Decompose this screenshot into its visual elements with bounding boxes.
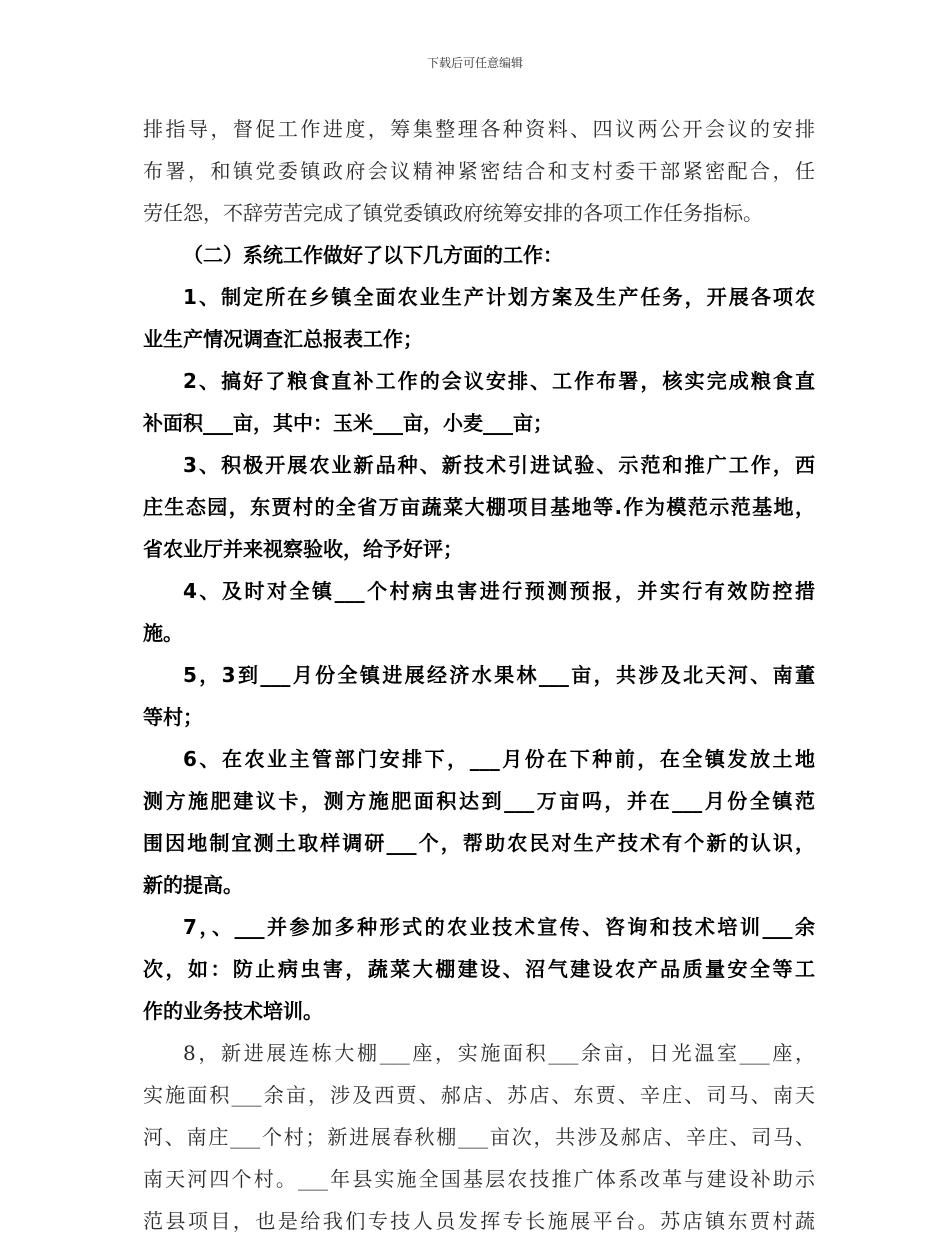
section-heading bbox=[143, 234, 815, 276]
list-item-4 bbox=[143, 570, 815, 654]
text-line: 围因地制宜测土取样调研___个，帮助农民对生产技术有个新的认识， bbox=[143, 831, 815, 855]
text-line: 省农业厅并来视察验收，给予好评； bbox=[143, 537, 463, 561]
text-line: 5，3到___月份全镇进展经济水果林___亩，共涉及北天河、南董 bbox=[183, 663, 815, 687]
text-line: （二）系统工作做好了以下几方面的工作： bbox=[183, 243, 563, 267]
page-header: 下载后可任意编辑 bbox=[426, 56, 523, 70]
list-item-5 bbox=[143, 654, 815, 738]
list-item-1 bbox=[143, 276, 815, 360]
text-line: 1、制定所在乡镇全面农业生产计划方案及生产任务，开展各项农 bbox=[183, 285, 815, 309]
text-line: 庄生态园，东贾村的全省万亩蔬菜大棚项目基地等.作为模范示范基地， bbox=[143, 495, 815, 519]
list-item-3 bbox=[143, 444, 815, 570]
text-line: 次，如：防止病虫害，蔬菜大棚建设、沼气建设农产品质量安全等工 bbox=[143, 957, 815, 981]
text-line: 河、南庄___个村；新进展春秋棚___亩次，共涉及郝店、辛庄、司马、 bbox=[143, 1125, 815, 1149]
text-line: 施。 bbox=[143, 621, 183, 645]
text-line: 范县项目，也是给我们专技人员发挥专长施展平台。苏店镇东贾村蔬 bbox=[143, 1209, 815, 1233]
list-item-2 bbox=[143, 360, 815, 444]
text-line: 布署，和镇党委镇政府会议精神紧密结合和支村委干部紧密配合，任 bbox=[143, 159, 815, 183]
text-line: 劳任怨，不辞劳苦完成了镇党委镇政府统筹安排的各项工作任务指标。 bbox=[143, 201, 763, 225]
paragraph-continuation bbox=[143, 108, 815, 234]
text-line: 业生产情况调查汇总报表工作； bbox=[143, 327, 423, 351]
document-body bbox=[143, 108, 815, 1242]
list-item-6 bbox=[143, 738, 815, 906]
text-line: 排指导，督促工作进度，筹集整理各种资料、四议两公开会议的安排 bbox=[143, 117, 815, 141]
text-line: 南天河四个村。___年县实施全国基层农技推广体系改革与建设补助示 bbox=[143, 1167, 815, 1191]
text-line: 新的提高。 bbox=[143, 873, 243, 897]
text-line: 补面积___亩，其中：玉米___亩，小麦___亩； bbox=[143, 411, 553, 435]
text-line: 2、搞好了粮食直补工作的会议安排、工作布署，核实完成粮食直 bbox=[183, 369, 815, 393]
list-item-8 bbox=[143, 1032, 815, 1242]
text-line: 等村； bbox=[143, 705, 203, 729]
text-line: 实施面积___余亩，涉及西贾、郝店、苏店、东贾、辛庄、司马、南天 bbox=[143, 1083, 815, 1107]
text-line: 作的业务技术培训。 bbox=[143, 999, 323, 1023]
text-line: 4、及时对全镇___个村病虫害进行预测预报，并实行有效防控措 bbox=[183, 579, 815, 603]
text-line: 测方施肥建议卡，测方施肥面积达到___万亩吗，并在___月份全镇范 bbox=[143, 789, 815, 813]
list-item-7 bbox=[143, 906, 815, 1032]
text-line: 6、在农业主管部门安排下，___月份在下种前，在全镇发放土地 bbox=[183, 747, 815, 771]
text-line: 3、积极开展农业新品种、新技术引进试验、示范和推广工作，西 bbox=[183, 453, 815, 477]
text-line: 7，、___并参加多种形式的农业技术宣传、咨询和技术培训___余 bbox=[183, 915, 815, 939]
text-line: 8，新进展连栋大棚___座，实施面积___余亩，日光温室___座， bbox=[183, 1041, 815, 1065]
